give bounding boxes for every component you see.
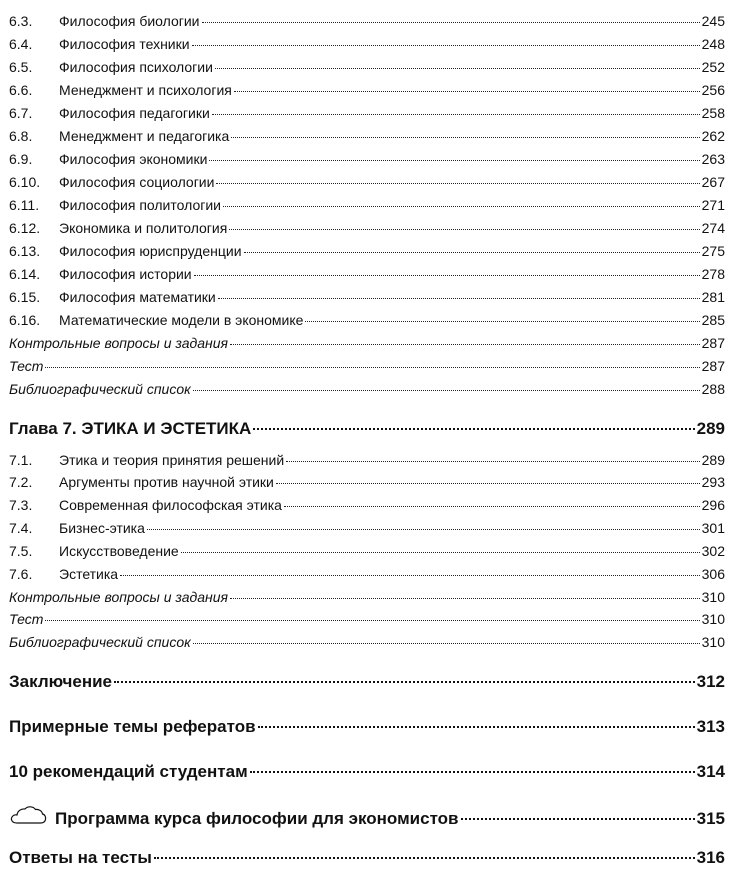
toc-entry-7-5[interactable]: [9, 542, 725, 560]
entry-page: 287: [701, 358, 725, 374]
entry-page: 288: [701, 381, 725, 397]
entry-title: Философия психологии: [59, 59, 213, 75]
toc-entry-questions-7[interactable]: [9, 588, 725, 606]
entry-title: Экономика и политология: [59, 220, 228, 236]
dot-leader: [216, 183, 699, 184]
entry-page: 306: [701, 566, 725, 582]
entry-number: 6.10.: [9, 174, 41, 190]
entry-number: 6.6.: [9, 82, 33, 98]
entry-title: Философия педагогики: [59, 105, 210, 121]
toc-section-recommendations[interactable]: [9, 761, 725, 783]
entry-page: 296: [701, 497, 725, 513]
entry-page: 256: [701, 82, 725, 98]
entry-title: Библиографический список: [9, 634, 191, 650]
section-page: 315: [696, 809, 725, 828]
entry-title: Библиографический список: [9, 381, 191, 397]
entry-number: 7.1.: [9, 452, 33, 468]
entry-page: 287: [701, 335, 725, 351]
dot-leader: [192, 45, 700, 46]
section-page: 314: [696, 762, 725, 781]
entry-number: 6.4.: [9, 36, 33, 52]
entry-page: 301: [701, 520, 725, 536]
entry-number: 6.5.: [9, 59, 33, 75]
entry-title: Контрольные вопросы и задания: [9, 335, 229, 351]
chapter-page: 289: [696, 419, 725, 438]
toc-entry-6-3[interactable]: [9, 12, 725, 30]
entry-page: 285: [701, 312, 725, 328]
cloud-icon: [9, 804, 47, 826]
entry-number: 7.6.: [9, 566, 33, 582]
dot-leader: [193, 643, 700, 644]
entry-number: 7.3.: [9, 497, 33, 513]
section-title: Примерные темы рефератов: [9, 717, 256, 736]
entry-title: Философия техники: [59, 36, 190, 52]
entry-page: 302: [701, 543, 725, 559]
toc-entry-6-11[interactable]: [9, 196, 725, 214]
entry-page: 267: [701, 174, 725, 190]
dot-leader: [461, 818, 695, 820]
toc-entry-6-15[interactable]: [9, 288, 725, 306]
dot-leader: [229, 229, 699, 230]
dot-leader: [305, 321, 699, 322]
entry-title: Философия социологии: [59, 174, 215, 190]
dot-leader: [209, 160, 699, 161]
toc-entry-6-5[interactable]: [9, 58, 725, 76]
entry-title: Аргументы против научной этики: [59, 474, 274, 490]
dot-leader: [45, 367, 699, 368]
entry-number: 6.12.: [9, 220, 41, 236]
entry-page: 278: [701, 266, 725, 282]
toc-entry-test-7[interactable]: [9, 610, 725, 628]
dot-leader: [194, 275, 700, 276]
toc-entry-6-13[interactable]: [9, 242, 725, 260]
section-page: 316: [696, 848, 725, 867]
entry-title: Философия биологии: [59, 13, 200, 29]
entry-number: 7.4.: [9, 520, 33, 536]
entry-title: Эстетика: [59, 566, 119, 582]
entry-page: 263: [701, 151, 725, 167]
entry-title: Менеджмент и педагогика: [59, 128, 230, 144]
section-title: 10 рекомендаций студентам: [9, 762, 248, 781]
dot-leader: [284, 506, 700, 507]
section-page: 312: [696, 672, 725, 691]
entry-number: 6.14.: [9, 266, 41, 282]
toc-entry-6-12[interactable]: [9, 219, 725, 237]
toc-chapter-7[interactable]: [9, 418, 725, 440]
toc-entry-6-6[interactable]: [9, 81, 725, 99]
entry-number: 7.5.: [9, 543, 33, 559]
dot-leader: [234, 91, 700, 92]
entry-title: Философия истории: [59, 266, 192, 282]
entry-title: Философия юриспруденции: [59, 243, 242, 259]
entry-title: Менеджмент и психология: [59, 82, 232, 98]
entry-page: 310: [701, 634, 725, 650]
entry-page: 281: [701, 289, 725, 305]
toc-section-course-program[interactable]: [9, 802, 725, 830]
entry-page: 271: [701, 197, 725, 213]
toc-entry-bibliography-6[interactable]: [9, 380, 725, 398]
toc-entry-6-16[interactable]: [9, 311, 725, 329]
dot-leader: [286, 461, 699, 462]
entry-number: 6.3.: [9, 13, 33, 29]
entry-number: 6.8.: [9, 128, 33, 144]
entry-page: 275: [701, 243, 725, 259]
section-title: Заключение: [9, 672, 112, 691]
toc-section-test-answers[interactable]: [9, 847, 725, 869]
entry-page: 310: [701, 589, 725, 605]
entry-title: Философия политологии: [59, 197, 221, 213]
dot-leader: [253, 428, 694, 430]
entry-number: 6.16.: [9, 312, 41, 328]
entry-title: Искусствоведение: [59, 543, 179, 559]
entry-number: 6.13.: [9, 243, 41, 259]
toc-entry-6-4[interactable]: [9, 35, 725, 53]
dot-leader: [147, 529, 700, 530]
entry-page: 245: [701, 13, 725, 29]
entry-title: Математические модели в экономике: [59, 312, 304, 328]
toc-entry-7-1[interactable]: [9, 451, 725, 469]
dot-leader: [230, 344, 700, 345]
entry-title: Философия экономики: [59, 151, 208, 167]
dot-leader: [230, 598, 700, 599]
dot-leader: [114, 681, 695, 683]
dot-leader: [120, 575, 700, 576]
toc-entry-7-4[interactable]: [9, 519, 725, 537]
entry-title: Современная философская этика: [59, 497, 282, 513]
entry-page: 252: [701, 59, 725, 75]
entry-title: Контрольные вопросы и задания: [9, 589, 229, 605]
entry-title: Этика и теория принятия решений: [59, 452, 285, 468]
dot-leader: [223, 206, 700, 207]
entry-title: Тест: [9, 611, 44, 627]
entry-number: 6.7.: [9, 105, 33, 121]
toc-entry-6-9[interactable]: [9, 150, 725, 168]
toc-entry-6-8[interactable]: [9, 127, 725, 145]
toc-entry-7-6[interactable]: [9, 565, 725, 583]
toc-entry-6-7[interactable]: [9, 104, 725, 122]
entry-title: Тест: [9, 358, 44, 374]
toc-entry-7-2[interactable]: [9, 473, 725, 491]
entry-number: 6.11.: [9, 197, 40, 213]
entry-number: 7.2.: [9, 474, 33, 490]
dot-leader: [244, 252, 700, 253]
dot-leader: [154, 857, 695, 859]
dot-leader: [181, 552, 700, 553]
entry-title: Философия математики: [59, 289, 216, 305]
dot-leader: [215, 68, 700, 69]
entry-number: 6.9.: [9, 151, 33, 167]
entry-page: 262: [701, 128, 725, 144]
dot-leader: [218, 298, 700, 299]
toc-section-conclusion[interactable]: [9, 671, 725, 693]
entry-page: 310: [701, 611, 725, 627]
chapter-title: Глава 7. ЭТИКА И ЭСТЕТИКА: [9, 419, 252, 438]
entry-title: Бизнес-этика: [59, 520, 145, 536]
toc-entry-6-14[interactable]: [9, 265, 725, 283]
entry-page: 289: [701, 452, 725, 468]
section-title: Программа курса философии для экономистов: [55, 809, 459, 828]
dot-leader: [250, 771, 695, 773]
section-title: Ответы на тесты: [9, 848, 152, 867]
toc-entry-test-6[interactable]: [9, 357, 725, 375]
dot-leader: [193, 390, 700, 391]
entry-page: 258: [701, 105, 725, 121]
dot-leader: [212, 114, 700, 115]
dot-leader: [45, 620, 699, 621]
section-page: 313: [696, 717, 725, 736]
dot-leader: [276, 483, 700, 484]
toc-entry-7-3[interactable]: [9, 496, 725, 514]
toc-entry-bibliography-7[interactable]: [9, 633, 725, 651]
toc-entry-6-10[interactable]: [9, 173, 725, 191]
toc-entry-questions-6[interactable]: [9, 334, 725, 352]
dot-leader: [202, 22, 700, 23]
dot-leader: [231, 137, 699, 138]
entry-number: 6.15.: [9, 289, 41, 305]
entry-page: 274: [701, 220, 725, 236]
dot-leader: [258, 726, 695, 728]
entry-page: 293: [701, 474, 725, 490]
entry-page: 248: [701, 36, 725, 52]
toc-section-essay-topics[interactable]: [9, 716, 725, 738]
